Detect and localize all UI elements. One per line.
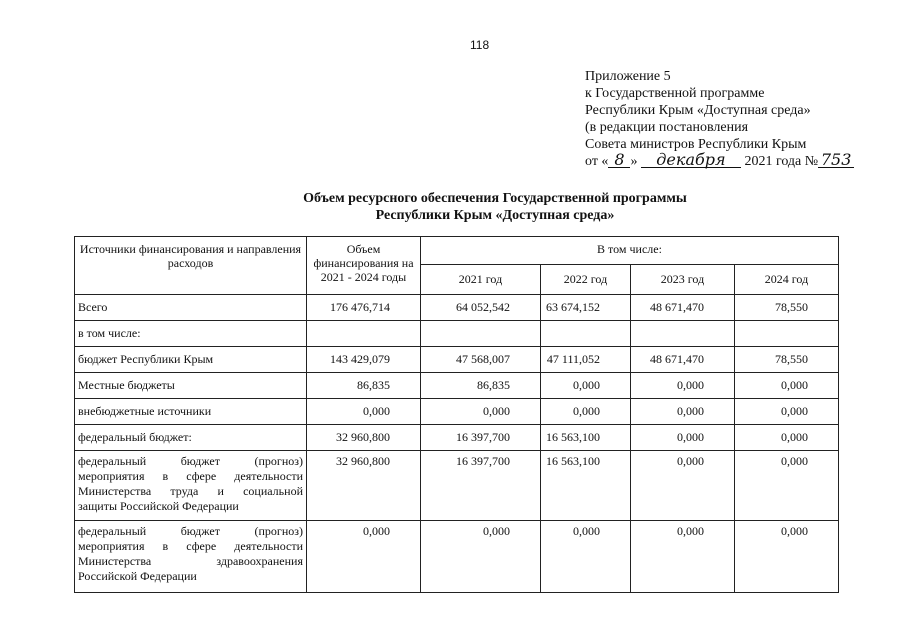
label-line: федеральный бюджет (прогноз) bbox=[78, 524, 303, 538]
row-label-multiline bbox=[75, 521, 307, 593]
label-line: мероприятия в сфере деятельности bbox=[78, 539, 303, 553]
cell-total: 143 429,079 bbox=[307, 347, 421, 373]
empty-cell bbox=[541, 321, 631, 347]
cell-2022: 47 111,052 bbox=[541, 347, 631, 373]
appendix-line: (в редакции постановления bbox=[585, 120, 749, 135]
appendix-line: Совета министров Республики Крым bbox=[585, 137, 807, 152]
table-row bbox=[75, 521, 839, 593]
title-line: Республики Крым «Доступная среда» bbox=[375, 208, 615, 223]
cell-2023: 0,000 bbox=[631, 373, 735, 399]
empty-cell bbox=[307, 321, 421, 347]
date-month: декабря bbox=[641, 153, 741, 168]
cell-2022: 16 563,100 bbox=[541, 451, 631, 521]
label-line: Российской Федерации bbox=[78, 569, 197, 583]
cell-2021: 47 568,007 bbox=[421, 347, 541, 373]
appendix-line: Республики Крым «Доступная среда» bbox=[585, 103, 811, 118]
row-label: внебюджетные источники bbox=[75, 399, 307, 425]
header-including: В том числе: bbox=[421, 237, 839, 265]
cell-2024: 0,000 bbox=[735, 521, 839, 593]
table-row bbox=[75, 295, 839, 321]
table-row bbox=[75, 451, 839, 521]
page-number: 118 bbox=[470, 38, 490, 52]
cell-2023: 0,000 bbox=[631, 451, 735, 521]
appendix-date-line bbox=[585, 150, 854, 170]
cell-2024: 0,000 bbox=[735, 373, 839, 399]
table-row bbox=[75, 425, 839, 451]
empty-cell bbox=[631, 321, 735, 347]
label-line: защиты Российской Федерации bbox=[78, 499, 239, 513]
cell-total: 32 960,800 bbox=[307, 425, 421, 451]
date-prefix: от « bbox=[585, 154, 609, 169]
cell-2023: 48 671,470 bbox=[631, 347, 735, 373]
header-volume: Объем финансирования на 2021 - 2024 годы bbox=[307, 237, 421, 295]
cell-2024: 0,000 bbox=[735, 425, 839, 451]
cell-2023: 0,000 bbox=[631, 521, 735, 593]
cell-2022: 63 674,152 bbox=[541, 295, 631, 321]
cell-2024: 0,000 bbox=[735, 451, 839, 521]
label-line: федеральный бюджет (прогноз) bbox=[78, 454, 303, 468]
date-day: 8 bbox=[608, 153, 630, 168]
date-mid: » bbox=[630, 154, 638, 169]
date-year: 2021 года № bbox=[744, 154, 819, 169]
row-label: федеральный бюджет: bbox=[75, 425, 307, 451]
cell-2024: 78,550 bbox=[735, 347, 839, 373]
table-row bbox=[75, 321, 839, 347]
cell-total: 176 476,714 bbox=[307, 295, 421, 321]
appendix-line: к Государственной программе bbox=[585, 86, 765, 101]
row-label: в том числе: bbox=[75, 321, 307, 347]
label-line: Министерства труда и социальной bbox=[78, 484, 303, 498]
cell-2022: 0,000 bbox=[541, 373, 631, 399]
cell-total: 0,000 bbox=[307, 399, 421, 425]
label-line: Министерства здравоохранения bbox=[78, 554, 303, 568]
empty-cell bbox=[421, 321, 541, 347]
cell-2021: 16 397,700 bbox=[421, 425, 541, 451]
appendix-line: Приложение 5 bbox=[585, 69, 671, 84]
table-row bbox=[75, 347, 839, 373]
empty-cell bbox=[735, 321, 839, 347]
header-source: Источники финансирования и направления расходов bbox=[75, 237, 307, 295]
cell-2022: 0,000 bbox=[541, 399, 631, 425]
table-row bbox=[75, 373, 839, 399]
cell-2022: 0,000 bbox=[541, 521, 631, 593]
cell-total: 32 960,800 bbox=[307, 451, 421, 521]
table-row bbox=[75, 399, 839, 425]
header-year: 2024 год bbox=[735, 265, 839, 295]
row-label: Местные бюджеты bbox=[75, 373, 307, 399]
cell-2021: 86,835 bbox=[421, 373, 541, 399]
cell-2023: 48 671,470 bbox=[631, 295, 735, 321]
cell-total: 86,835 bbox=[307, 373, 421, 399]
cell-2024: 78,550 bbox=[735, 295, 839, 321]
header-year: 2022 год bbox=[541, 265, 631, 295]
title-line: Объем ресурсного обеспечения Государственной программы bbox=[303, 191, 687, 206]
cell-2021: 64 052,542 bbox=[421, 295, 541, 321]
cell-total: 0,000 bbox=[307, 521, 421, 593]
cell-2021: 16 397,700 bbox=[421, 451, 541, 521]
row-label: бюджет Республики Крым bbox=[75, 347, 307, 373]
document-title bbox=[0, 190, 904, 224]
row-label-multiline bbox=[75, 451, 307, 521]
label-line: мероприятия в сфере деятельности bbox=[78, 469, 303, 483]
appendix-block bbox=[585, 68, 854, 170]
cell-2023: 0,000 bbox=[631, 399, 735, 425]
cell-2021: 0,000 bbox=[421, 521, 541, 593]
cell-2021: 0,000 bbox=[421, 399, 541, 425]
cell-2024: 0,000 bbox=[735, 399, 839, 425]
cell-2023: 0,000 bbox=[631, 425, 735, 451]
doc-number: 753 bbox=[818, 153, 854, 168]
funding-table bbox=[74, 236, 839, 593]
cell-2022: 16 563,100 bbox=[541, 425, 631, 451]
header-year: 2021 год bbox=[421, 265, 541, 295]
header-year: 2023 год bbox=[631, 265, 735, 295]
row-label: Всего bbox=[75, 295, 307, 321]
